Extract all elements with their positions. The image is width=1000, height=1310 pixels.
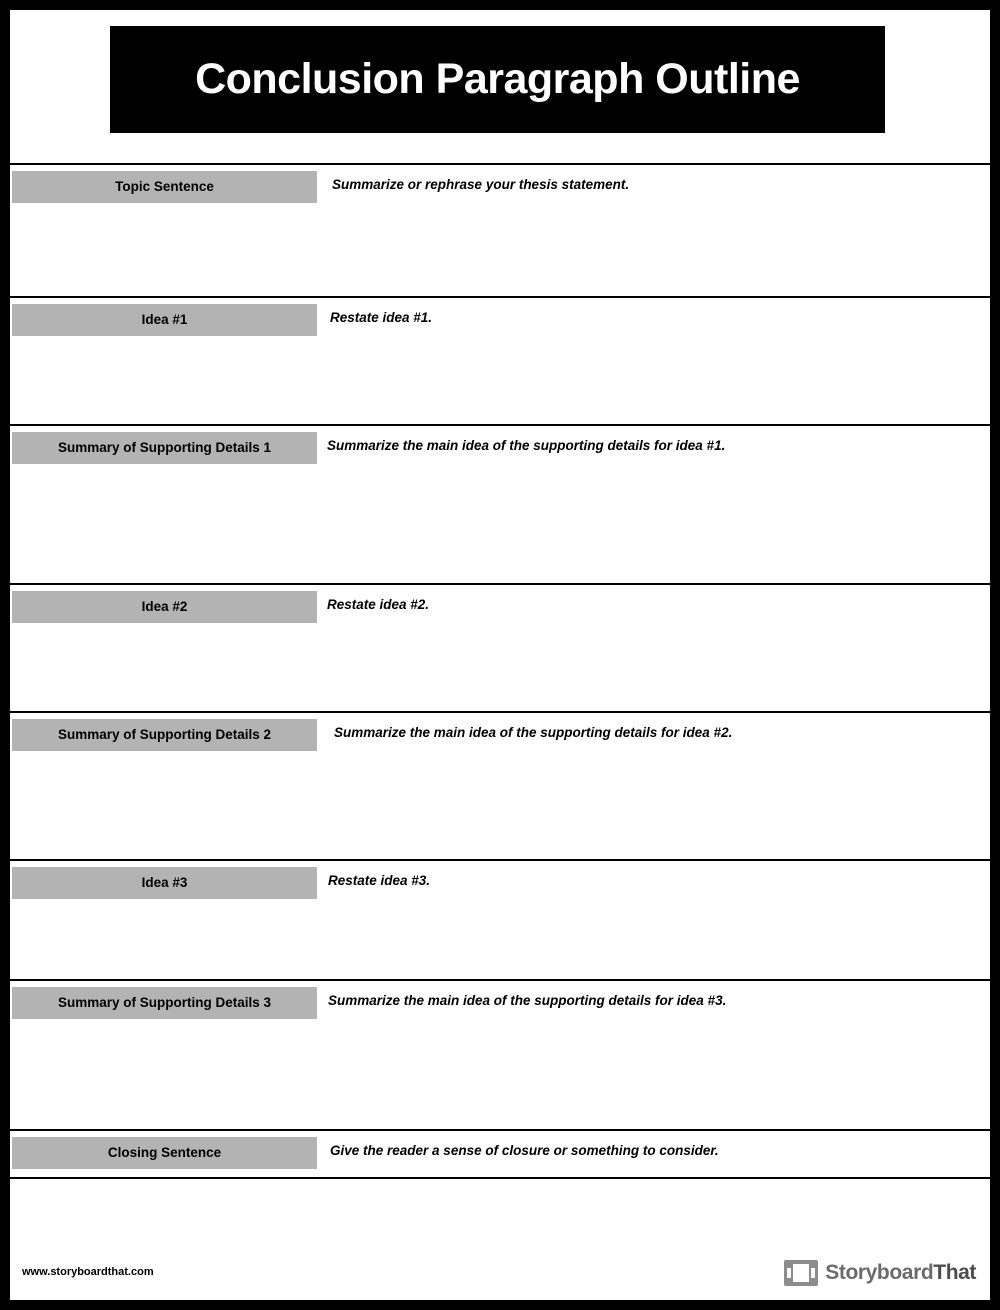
- row-inner: [10, 861, 990, 979]
- outline-row-topic-sentence: [10, 163, 990, 298]
- row-label: Idea #1: [141, 311, 188, 327]
- worksheet-page: [10, 10, 990, 1300]
- row-label-box-idea-3: [12, 867, 317, 899]
- title-banner: [110, 26, 885, 133]
- storyboardthat-logo: [784, 1260, 976, 1286]
- row-inner: [10, 1131, 990, 1177]
- row-label: Topic Sentence: [115, 178, 214, 194]
- logo-name-part2: That: [933, 1261, 976, 1284]
- row-inner: [10, 981, 990, 1129]
- outline-row-idea-3: [10, 859, 990, 981]
- row-prompt: Summarize the main idea of the supporting details for idea #1.: [327, 438, 726, 453]
- row-label-box-topic-sentence: [12, 171, 317, 203]
- row-prompt: Restate idea #3.: [328, 873, 431, 888]
- outline-row-idea-1: [10, 296, 990, 426]
- outline-rows: [10, 165, 990, 1179]
- outline-row-summary-supporting-details-2: [10, 711, 990, 861]
- logo-wordmark: [825, 1261, 976, 1285]
- row-prompt: Restate idea #2.: [327, 597, 430, 612]
- row-write-area-idea-1[interactable]: [322, 336, 986, 422]
- row-write-area-idea-2[interactable]: [322, 623, 986, 709]
- row-label: Summary of Supporting Details 1: [57, 439, 272, 455]
- row-prompt: Summarize the main idea of the supporting details for idea #3.: [328, 993, 727, 1008]
- row-inner: [10, 298, 990, 424]
- row-label-box-idea-1: [12, 304, 317, 336]
- row-label: Summary of Supporting Details 3: [57, 994, 272, 1010]
- outline-row-summary-supporting-details-1: [10, 424, 990, 585]
- footer-website-url: www.storyboardthat.com: [22, 1266, 154, 1278]
- row-label: Summary of Supporting Details 2: [57, 726, 272, 742]
- row-inner: [10, 713, 990, 859]
- page-title: Conclusion Paragraph Outline: [195, 55, 800, 103]
- row-inner: [10, 585, 990, 711]
- row-inner: [10, 426, 990, 583]
- outline-row-summary-supporting-details-3: [10, 979, 990, 1131]
- row-prompt: Summarize the main idea of the supporting details for idea #2.: [334, 725, 733, 740]
- row-label-box-idea-2: [12, 591, 317, 623]
- storyboard-logo-icon: [784, 1260, 818, 1286]
- outline-row-closing-sentence: [10, 1129, 990, 1179]
- row-write-area-closing-sentence[interactable]: [322, 1169, 986, 1175]
- row-write-area-summary-supporting-details-2[interactable]: [322, 751, 986, 857]
- outline-row-idea-2: [10, 583, 990, 713]
- row-write-area-idea-3[interactable]: [322, 899, 986, 977]
- row-write-area-topic-sentence[interactable]: [322, 203, 986, 294]
- row-label-box-summary-supporting-details-1: [12, 432, 317, 464]
- row-label-box-summary-supporting-details-3: [12, 987, 317, 1019]
- row-write-area-summary-supporting-details-1[interactable]: [322, 464, 986, 581]
- row-inner: [10, 165, 990, 296]
- logo-name-part1: Storyboard: [825, 1261, 934, 1284]
- row-write-area-summary-supporting-details-3[interactable]: [322, 1019, 986, 1127]
- row-label-box-summary-supporting-details-2: [12, 719, 317, 751]
- row-prompt: Restate idea #1.: [330, 310, 433, 325]
- row-label: Closing Sentence: [107, 1144, 222, 1160]
- row-label-box-closing-sentence: [12, 1137, 317, 1169]
- row-label: Idea #2: [141, 598, 188, 614]
- row-label: Idea #3: [141, 874, 188, 890]
- row-prompt: Give the reader a sense of closure or something to consider.: [330, 1143, 719, 1158]
- row-prompt: Summarize or rephrase your thesis statement.: [332, 177, 630, 192]
